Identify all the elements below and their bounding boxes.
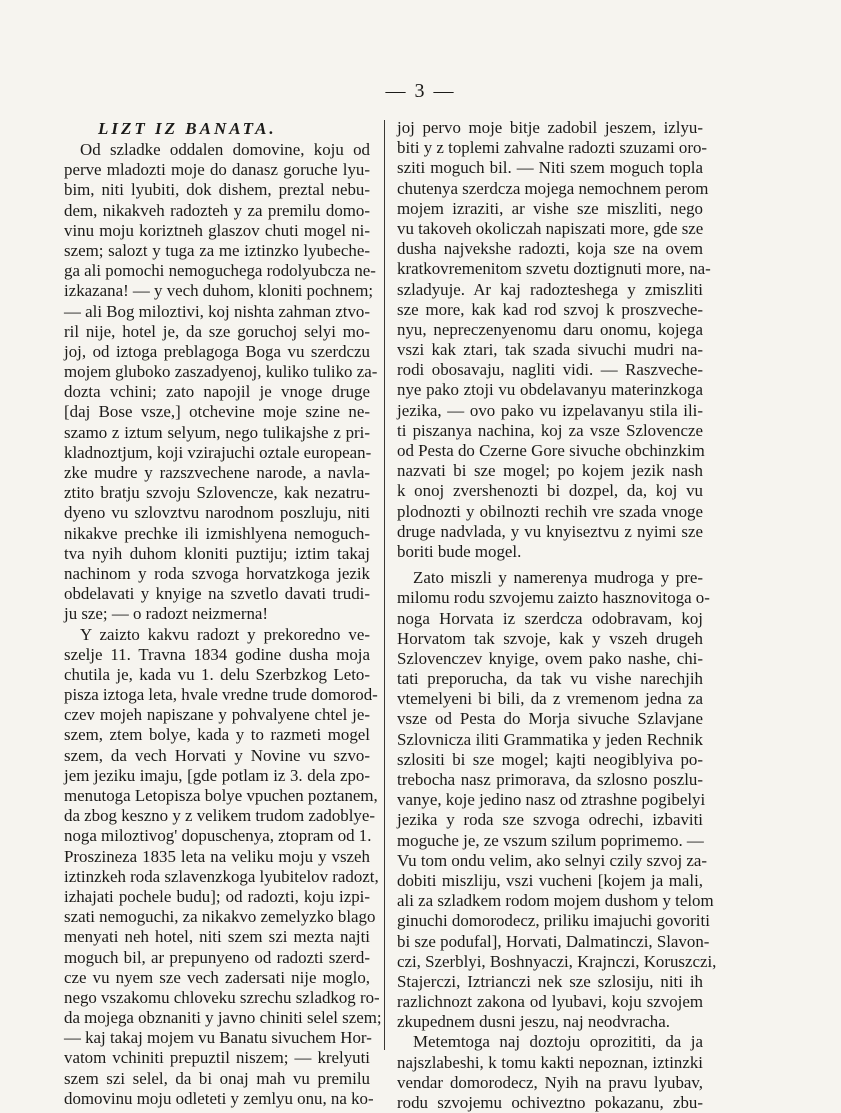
text-line: Horvatom tak szvoje, kak y vszeh drugeh [397, 628, 703, 648]
text-line: vu takoveh okoliczah napiszati more, gde sze [397, 218, 704, 238]
text-line: menyati neh hotel, niti szem szi mezta najti [64, 927, 370, 947]
text-line: kladnoztjum, koji vzirajuchi oztale european- [64, 442, 372, 462]
text-line: jem jeziku imaju, [gde potlam iz 3. dela zpo- [64, 765, 370, 785]
text-line: Zato miszli y namerenya mudroga y pre- [413, 568, 703, 588]
left-column [64, 118, 382, 1109]
text-line: perve mladozti moje do danasz goruche lyu- [64, 160, 370, 180]
text-line: biti y z toplemi zahvalne radozti szuzami oro- [397, 138, 708, 158]
text-line: boriti bude mogel. [397, 541, 522, 561]
text-line: — kaj takaj mojem vu Banatu sivuchem Hor- [64, 1028, 372, 1048]
text-line: Metemtoga naj doztoju oprozititi, da ja [413, 1032, 703, 1052]
text-line: jezika y roda sze szvoga odrechi, izbaviti [397, 810, 703, 830]
text-line: Vu tom ondu velim, ako selnyi czily szvoj za- [397, 850, 707, 870]
text-line: izhajati pochele budu]; od radozti, koju izpi- [64, 886, 370, 906]
text-line: czi, Szerblyi, Boshnyaczi, Krajnczi, Koruszczi, [397, 951, 717, 971]
text-line: sziti moguch bil. — Niti szem moguch topla [397, 158, 703, 178]
text-line: ril nije, hotel je, da sze goruchoj selyi mo- [64, 321, 370, 341]
right-column [397, 118, 717, 1113]
text-line: szamo z iztum selyum, nego tulikajshe z pri- [64, 422, 370, 442]
text-line: mojem izraziti, ar vishe sze miszliti, nego [397, 198, 703, 218]
text-line: da zbog keszno y z velikem trudom zadoblye- [64, 806, 375, 826]
text-line: moguch bil, ar prepunyeno od radozti szerd- [64, 947, 370, 967]
text-line: ztito bratju szvoju Szlovencze, kak nezatru- [64, 483, 370, 503]
text-line: kratkovremenitom szvetu doztignuti more, na- [397, 259, 711, 279]
text-line: zke mudre y razszvechene narode, a navla- [64, 463, 370, 482]
text-line: plodnozti y obilnozti rechih vre szada vnoge [397, 501, 703, 521]
text-line: szladyuje. Ar kaj radozteshega y zmiszliti [397, 279, 703, 299]
text-line: obdelavati y knyige na szvetlo davati trudi- [64, 584, 370, 604]
text-line: rodu szvojemu ochiveztno pokazanu, zbu- [397, 1093, 703, 1112]
text-line: milomu rodu szvojemu zaizto hasznovitoga o- [397, 588, 710, 608]
text-line: Proszineza 1835 leta na veliku moju y vszeh [64, 846, 370, 866]
text-line: bi sze podufal], Horvati, Dalmatinczi, Slavon- [397, 931, 710, 951]
text-line: dyeno vu szlovztvu narodnom poszluju, niti [64, 503, 370, 523]
text-line: vsze od Pesta do Morja sivuche Szlavjane [397, 709, 703, 729]
text-line: [daj Bose vsze,] otchevine moje szine ne- [64, 402, 370, 422]
text-line: menutoga Letopisza bolye vpuchen poztanem, [64, 786, 378, 805]
text-line: dem, nikakveh radozteh y za premilu domo- [64, 200, 370, 220]
text-line: trebocha nasz primorava, da szlosno poszlu- [397, 770, 703, 789]
text-line: joj pervo moje bitje zadobil jeszem, izlyu- [397, 118, 703, 137]
text-line: ga ali pomochi nemoguchega rodolyubcza ne- [64, 261, 376, 281]
text-line: joj, od iztoga preblagoga Boga vu szerdczu [64, 341, 370, 361]
text-line: szem szi selel, da bi onaj mah vu premilu [64, 1068, 370, 1088]
text-line: rodi obosavaju, nagliti vidi. — Raszveche- [397, 360, 703, 380]
text-line: da mojega obznaniti y javno chiniti selel szem; [64, 1008, 382, 1028]
text-line: vszi kak ztari, tak szada sivuchi mudri na- [397, 340, 703, 360]
text-line: k onoj zvershenozti bi dozpel, da, koj vu [397, 481, 703, 501]
text-line: dusha najvekshe radozti, koja sze na ovem [397, 239, 703, 259]
text-line: szem; salozt y tuga za me iztinzko lyubeche- [64, 240, 370, 260]
column-divider [384, 120, 385, 1050]
text-line: izkazana! — y vech duhom, kloniti pochnem; [64, 281, 374, 301]
text-line: ju sze; — o radozt neizmerna! [64, 604, 269, 624]
text-line: nikakve prechke ili izmishlyena nemoguch- [64, 523, 370, 543]
text-line: Stajerczi, Iztrianczi nek sze szlosiju, niti ih [397, 971, 703, 991]
text-line: nachinom y roda szvoga horvatzkoga jezik [64, 563, 370, 583]
text-line: vendar domorodecz, Nyih na pravu lyubav, [397, 1072, 703, 1092]
text-line: cze vu nyem sze vech zadersati nije moglo, [64, 967, 370, 987]
text-line: nyu, nepreczenyenomu daru onomu, kojega [397, 319, 703, 339]
text-line: razlichnozt zakona od lyubavi, koju szvojem [397, 992, 703, 1012]
text-line: nazvati bi sze mogel; po kojem jezik nash [397, 461, 703, 481]
text-line: sze more, kak kad rod szvoj k proszveche- [397, 299, 703, 319]
text-line: moguche je, ze vszum szilum poprimemo. — [397, 830, 704, 850]
text-line: Od szladke oddalen domovine, koju od [80, 140, 370, 159]
text-line: domovinu moju odleteti y zemlyu onu, na ko- [64, 1088, 374, 1108]
text-line: dozta vchini; zato napojil je vnoge druge [64, 382, 370, 402]
text-line: dobiti miszliju, vszi vucheni [kojem ja mali, [397, 870, 703, 890]
text-line: nego vszakomu chloveku szrechu szladkog ro- [64, 987, 380, 1007]
text-line: druge nadvlada, y vu knyiseztvu z nyimi sze [397, 521, 703, 541]
text-line: mojem gluboko zaszadyenoj, kuliko tuliko za- [64, 362, 378, 382]
text-line: nye pako ztoji vu obdelavanyu materinzkoga [397, 380, 703, 400]
text-line: chutenya szerdcza mojega nemochnem perom [397, 178, 709, 198]
text-line: noga Horvata iz szerdcza odobravam, koj [397, 608, 703, 628]
text-line: ginuchi domorodecz, priliku imajuchi govoriti [397, 911, 710, 931]
text-line: szem, ztem bolye, kada y to razmeti mogel [64, 725, 370, 745]
text-line: od Pesta do Czerne Gore sivuche obchinzkim [397, 441, 705, 460]
text-line: — ali Bog miloztivi, koj nishta zahman ztvo- [64, 301, 370, 321]
text-line: szlositi bi sze mogel; kajti neogiblyiva po- [397, 749, 703, 769]
text-line: ti piszanya nachina, koj za vsze Szlovencze [397, 420, 703, 440]
text-line: najszlabeshi, k tomu kakti nepoznan, iztinzki [397, 1052, 703, 1072]
text-line: vtemelyeni bi bili, da z vremenom jedna za [397, 689, 703, 709]
text-line: ali za szladkem rodom mojem dushom y telom [397, 891, 714, 911]
text-line: zkupednem dusni jeszu, naj neodvracha. [397, 1012, 670, 1032]
text-line: chutila je, kada vu 1. delu Szerbzkog Leto- [64, 664, 370, 684]
text-line: czev mojeh napiszane y pohvalyene chtel je- [64, 705, 370, 725]
text-line: pisza iztoga leta, hvale vredne trude domorod- [64, 685, 378, 705]
text-line: tva nyih duhom kloniti puztiju; iztim takaj [64, 543, 370, 563]
text-line: Y zaizto kakvu radozt y prekoredno ve- [80, 624, 370, 644]
text-line: szem, da vech Horvati y Novine vu szvo- [64, 745, 370, 765]
letter-heading: LIZT IZ BANATA. [98, 119, 277, 138]
text-line: Szlovnicza iliti Grammatika y jeden Rechnik [397, 729, 703, 749]
text-line: iztinzkeh roda szlavenzkoga lyubitelov radozt, [64, 866, 379, 886]
text-line: vanye, koje jedino nasz od ztrashne pogibelyi [397, 790, 706, 810]
text-line: szelje 11. Travna 1834 godine dusha moja [64, 644, 370, 664]
text-line: noga miloztivog' dopuschenya, ztopram od 1. [64, 826, 372, 846]
text-line: vinu moju koriztneh glaszov chuti mogel ni- [64, 220, 370, 240]
text-line: szati nemoguchi, za nikakvo zemelyzko blago [64, 907, 376, 927]
text-line: vatom vchiniti prepuztil niszem; — krelyuti [64, 1048, 370, 1068]
text-line: tati preporucha, da tak vu vishe narechjih [397, 669, 703, 689]
page-number: — 3 — [385, 80, 456, 102]
text-line: bim, niti lyubiti, dok dishem, preztal nebu- [64, 180, 370, 200]
text-line: Szlovenczev knyige, ovem pako nashe, chi- [397, 648, 703, 668]
text-line: jezika, — ovo pako vu izpelavanyu stila ili- [397, 400, 703, 420]
